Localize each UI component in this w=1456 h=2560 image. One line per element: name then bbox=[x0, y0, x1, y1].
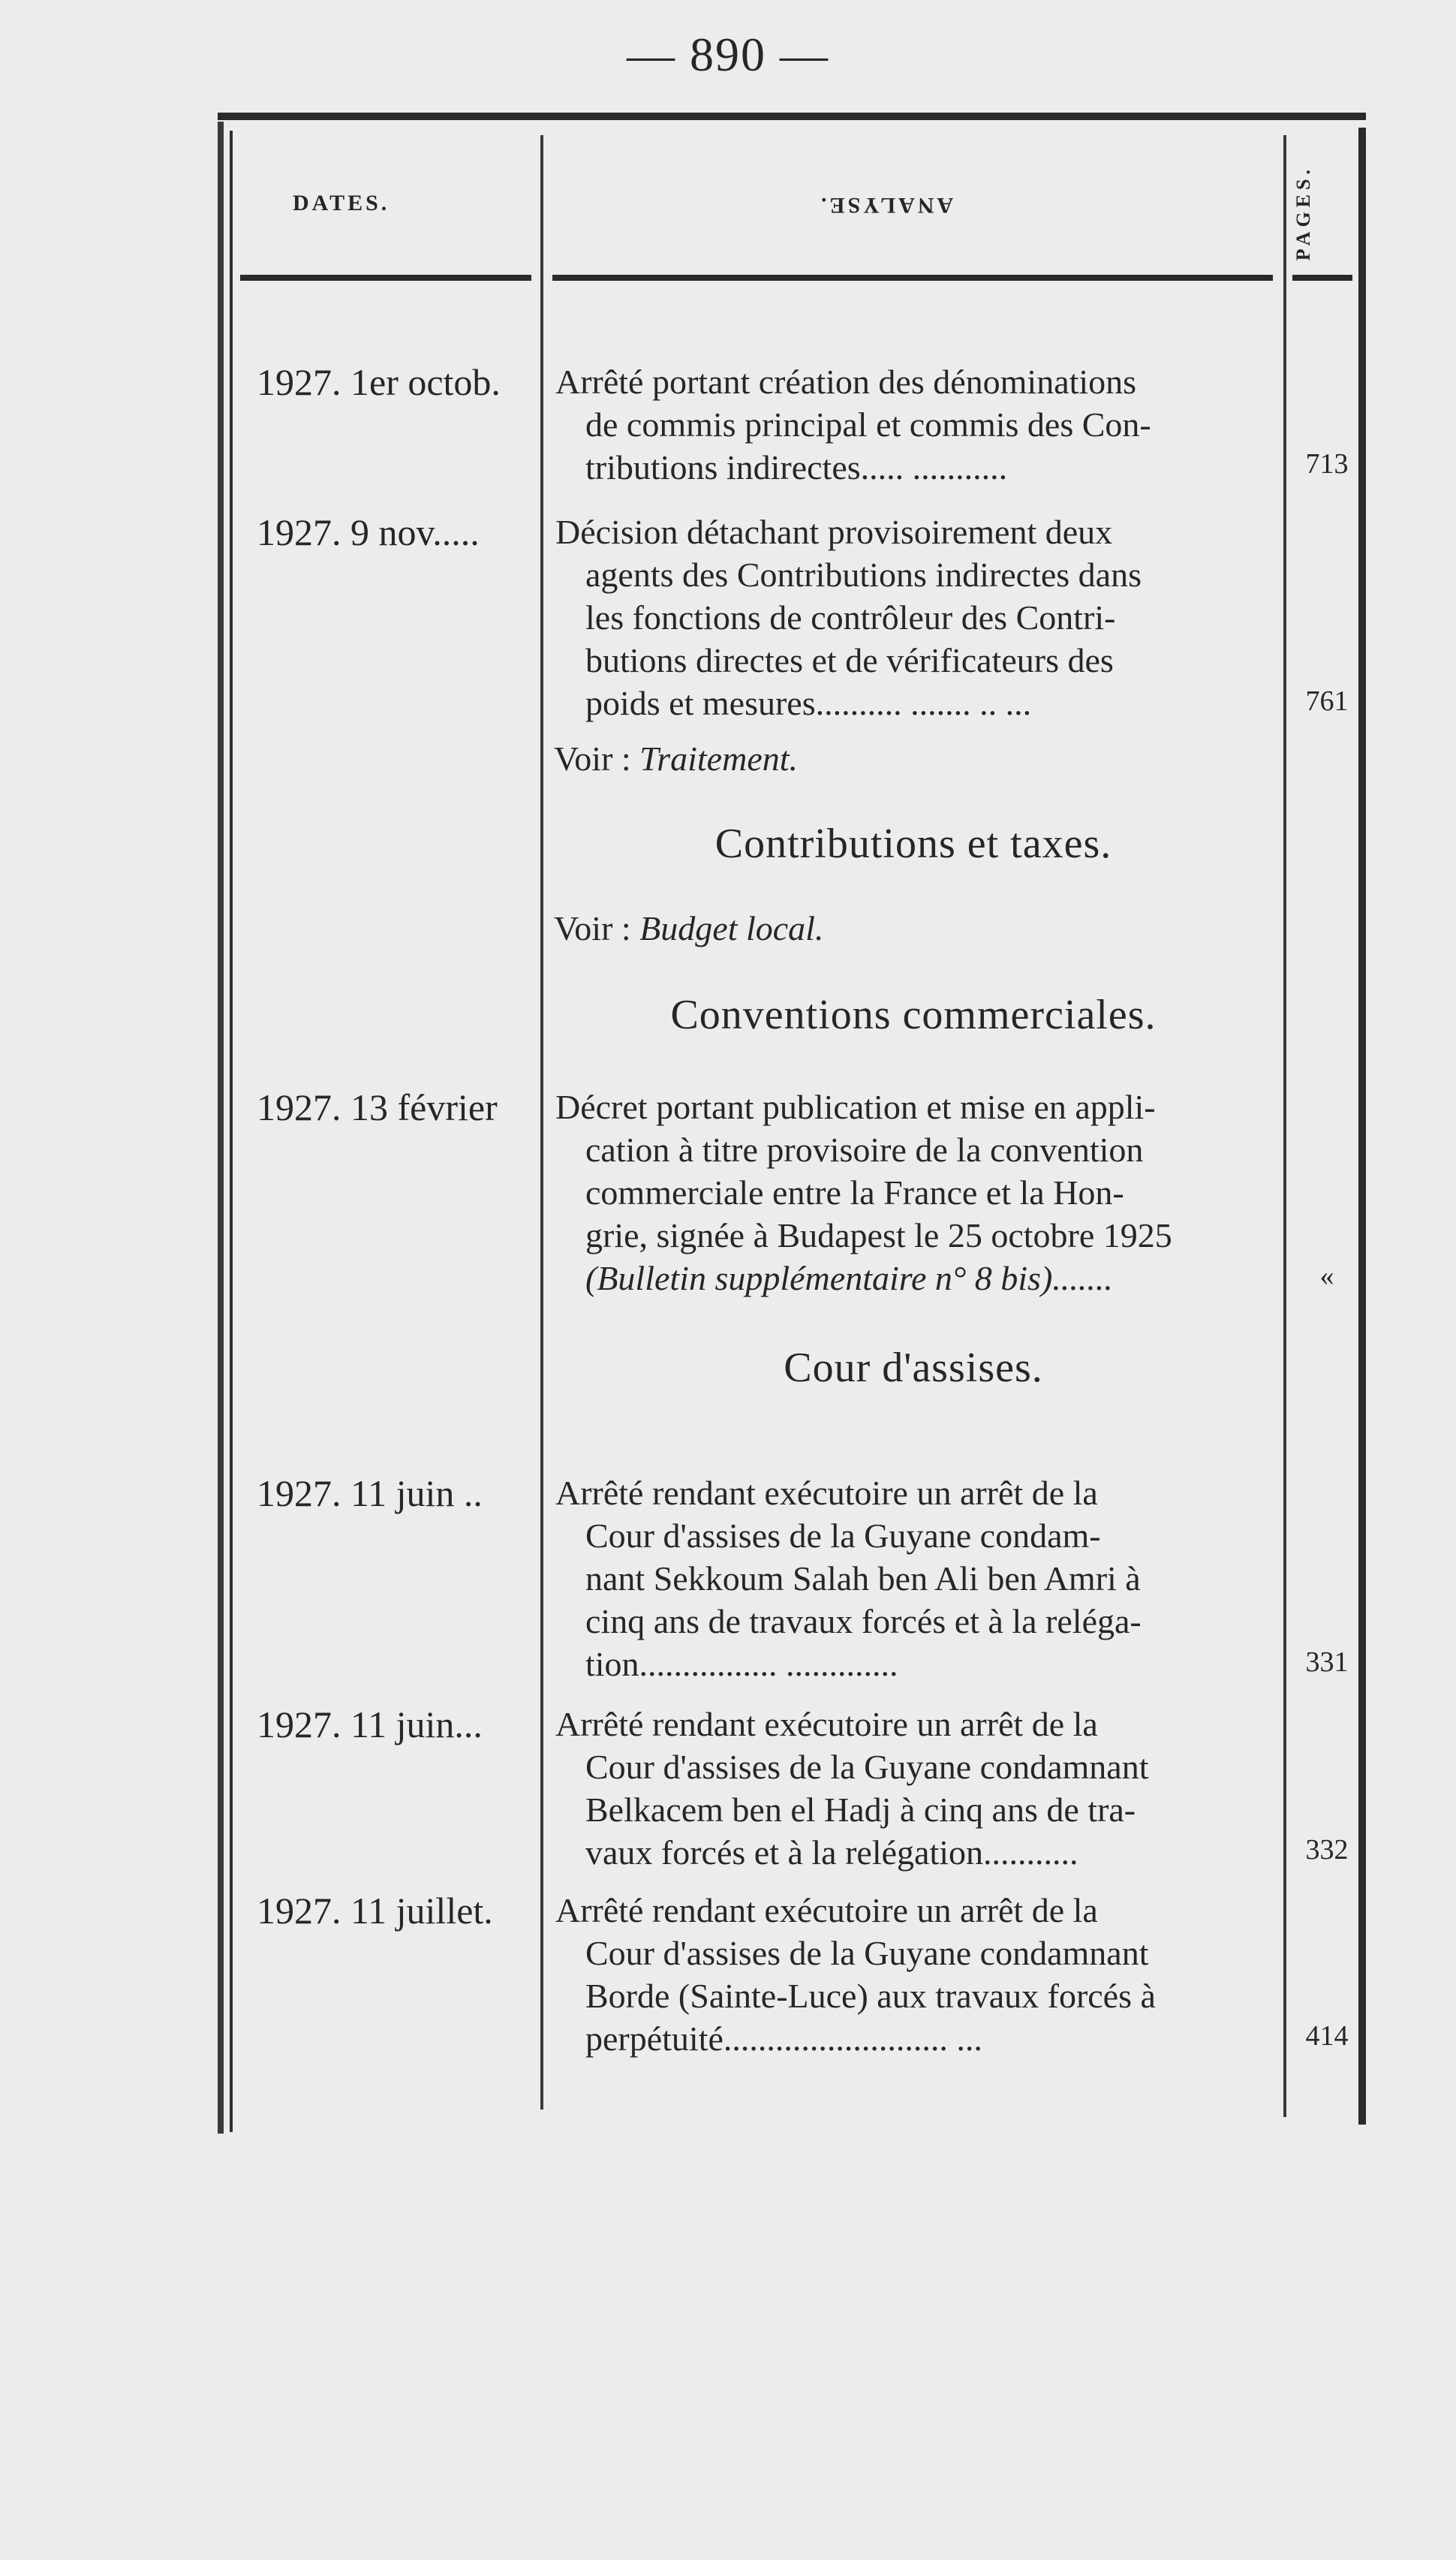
entry-date: 1927. 13 février bbox=[257, 1086, 498, 1128]
entry-line: Cour d'assises de la Guyane condamnant bbox=[585, 1748, 1149, 1786]
entry-date: 1927. 11 juin .. bbox=[257, 1472, 483, 1514]
entry-page: 331 bbox=[1305, 1646, 1349, 1678]
entry-text bbox=[555, 510, 1276, 724]
cross-reference bbox=[554, 908, 823, 948]
entry-date: 1927. 11 juin... bbox=[257, 1703, 483, 1745]
entry-text bbox=[555, 1086, 1276, 1300]
left-border bbox=[218, 122, 224, 2134]
entry-line: cinq ans de travaux forcés et à la reléga- bbox=[585, 1602, 1142, 1640]
entry-line: tion................ ............. bbox=[585, 1645, 898, 1683]
top-rule bbox=[218, 113, 1366, 120]
index-table bbox=[218, 113, 1370, 2132]
entry-line: Arrêté rendant exécutoire un arrêt de la bbox=[555, 1891, 1098, 1929]
entry-page: 761 bbox=[1305, 685, 1349, 717]
entry-line: commerciale entre la France et la Hon- bbox=[585, 1173, 1124, 1212]
section-heading: Conventions commerciales. bbox=[670, 992, 1157, 1038]
column-divider-pages bbox=[1283, 135, 1286, 2117]
entry-text bbox=[555, 1703, 1276, 1874]
entry-line: agents des Contributions indirectes dans bbox=[585, 556, 1142, 594]
entry-page: 414 bbox=[1305, 2020, 1349, 2052]
entry-line: vaux forcés et à la relégation........... bbox=[585, 1833, 1078, 1872]
voir-prefix: Voir : bbox=[554, 739, 640, 778]
page-number: — 890 — bbox=[627, 28, 829, 81]
entry-line: grie, signée à Budapest le 25 octobre 1925 bbox=[585, 1216, 1172, 1254]
left-inner-border bbox=[230, 131, 233, 2132]
voir-target: Traitement. bbox=[639, 739, 799, 778]
entry-date: 1927. 11 juillet. bbox=[257, 1890, 493, 1932]
entry-text bbox=[555, 360, 1276, 489]
entry-line: cation à titre provisoire de la convention bbox=[585, 1131, 1144, 1169]
entry-page: « bbox=[1319, 1260, 1334, 1292]
entry-text bbox=[555, 1471, 1276, 1685]
entry-line: Belkacem ben el Hadj à cinq ans de tra- bbox=[585, 1790, 1136, 1829]
entry-line: Décision détachant provisoirement deux bbox=[555, 513, 1113, 551]
entry-line: perpétuité.......................... ... bbox=[585, 2019, 982, 2058]
voir-target: Budget local. bbox=[639, 909, 824, 947]
entry-date: 1927. 9 nov..... bbox=[257, 511, 480, 553]
entry-line: de commis principal et commis des Con- bbox=[585, 405, 1151, 444]
voir-prefix: Voir : bbox=[554, 909, 640, 947]
column-divider-dates bbox=[540, 135, 543, 2110]
entry-line: Cour d'assises de la Guyane condamnant bbox=[585, 1934, 1149, 1972]
entry-date: 1927. 1er octob. bbox=[257, 361, 501, 403]
header-rule-analyse bbox=[552, 275, 1273, 281]
entry-line: poids et mesures.......... ....... .. ... bbox=[585, 684, 1032, 722]
header-rule-pages bbox=[1292, 275, 1352, 281]
entry-line: Décret portant publication et mise en appli- bbox=[555, 1088, 1156, 1126]
entry-page: 713 bbox=[1305, 448, 1349, 480]
entry-line: Arrêté rendant exécutoire un arrêt de la bbox=[555, 1705, 1098, 1743]
entry-page: 332 bbox=[1305, 1834, 1349, 1866]
section-heading: Contributions et taxes. bbox=[714, 821, 1112, 867]
entry-text bbox=[555, 1889, 1276, 2060]
entry-line: (Bulletin supplémentaire n° 8 bis)....... bbox=[585, 1259, 1113, 1297]
entry-line: nant Sekkoum Salah ben Ali ben Amri à bbox=[585, 1559, 1141, 1598]
entry-line: Cour d'assises de la Guyane condam- bbox=[585, 1516, 1101, 1555]
header-dates: DATES. bbox=[293, 191, 390, 215]
section-heading: Cour d'assises. bbox=[784, 1345, 1043, 1391]
entry-line: Arrêté portant création des dénominations bbox=[555, 363, 1137, 401]
right-border bbox=[1358, 128, 1366, 2125]
entry-line: les fonctions de contrôleur des Contri- bbox=[585, 598, 1116, 637]
header-rule-dates bbox=[240, 275, 531, 281]
entry-line: tributions indirectes..... ........... bbox=[585, 448, 1008, 486]
entry-line: Borde (Sainte-Luce) aux travaux forcés à bbox=[585, 1977, 1156, 2015]
entry-line: butions directes et de vérificateurs des bbox=[585, 641, 1114, 679]
header-pages: PAGES. bbox=[1292, 165, 1314, 261]
header-analyse: ANALYSE. bbox=[818, 193, 954, 218]
cross-reference bbox=[554, 739, 798, 779]
entry-line: Arrêté rendant exécutoire un arrêt de la bbox=[555, 1474, 1098, 1512]
